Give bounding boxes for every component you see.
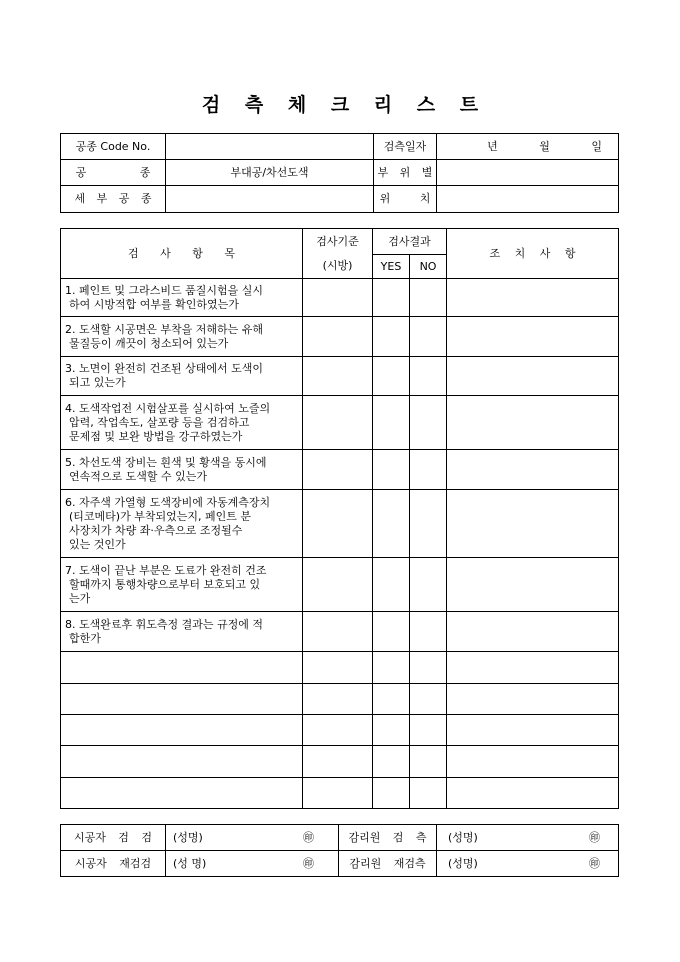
info-table [60,133,619,213]
name-label: (성명) [173,830,203,844]
yes-cell[interactable] [373,490,410,558]
no-cell[interactable] [410,317,447,357]
no-cell[interactable] [410,652,447,684]
header-action [447,229,619,279]
item-line: 7. 도색이 끝난 부분은 도료가 완전히 건조 [65,563,267,577]
supervisor-inspection-label [339,825,437,851]
action-cell[interactable] [447,652,619,684]
item-line: 압력, 작업속도, 살포량 등을 검검하고 [69,415,250,429]
standard-cell[interactable] [303,558,373,612]
supervisor-inspection-signature[interactable] [437,825,619,851]
location-label-text: 위 치 [379,192,431,205]
checklist-row [61,279,619,317]
yes-cell[interactable] [373,684,410,715]
standard-cell[interactable] [303,450,373,490]
header-standard [303,229,373,279]
empty-row [61,778,619,809]
item-cell-empty[interactable] [61,652,303,684]
work-type-value-text: 부대공/차선도색 [230,165,309,179]
empty-row [61,715,619,746]
header-result [373,229,447,255]
checklist-row [61,450,619,490]
standard-cell[interactable] [303,652,373,684]
checklist-item-text [61,558,303,612]
inspection-date-label-text: 검측일자 [383,139,427,153]
item-line: 8. 도색완료후 휘도측정 결과는 규정에 적 [65,617,263,631]
checklist-item-text [61,279,303,317]
no-cell[interactable] [410,684,447,715]
header-action-text: 조 치 사 항 [489,246,576,260]
standard-cell[interactable] [303,612,373,652]
contractor-inspection-signature[interactable] [166,825,339,851]
standard-cell[interactable] [303,396,373,450]
name-label: (성명) [448,856,478,870]
location-value[interactable] [437,186,619,213]
header-yes [373,255,410,279]
yes-cell[interactable] [373,450,410,490]
seal-mark: ㊞ [303,856,314,870]
name-label: (성 명) [173,856,207,870]
contractor-inspection-label-text: 시공자 검 검 [73,830,153,844]
standard-cell[interactable] [303,279,373,317]
section-value[interactable] [437,160,619,186]
work-code-value[interactable] [166,134,374,160]
location-label [374,186,437,213]
item-line: 6. 자주색 가열형 도색장비에 자동계측장치 [65,495,271,509]
header-item-text: 검 사 항 목 [128,246,235,260]
seal-mark: ㊞ [589,856,600,870]
checklist-item-text [61,612,303,652]
standard-cell[interactable] [303,684,373,715]
action-cell[interactable] [447,612,619,652]
yes-cell[interactable] [373,317,410,357]
action-cell[interactable] [447,558,619,612]
no-cell[interactable] [410,778,447,809]
no-cell[interactable] [410,450,447,490]
no-cell[interactable] [410,490,447,558]
checklist-item-text [61,317,303,357]
header-result-text: 검사결과 [388,234,431,248]
work-type-label-text: 공 종 [75,165,151,179]
item-line: 1. 페인트 및 그라스비드 품질시험을 실시 [65,283,263,297]
checklist-row [61,317,619,357]
info-row [61,186,619,213]
action-cell[interactable] [447,684,619,715]
checklist-row [61,490,619,558]
action-cell[interactable] [447,396,619,450]
work-code-label-text: 공종 Code No. [75,139,151,153]
item-line: 할때까지 통행차량으로부터 보호되고 있 [69,577,261,591]
action-cell[interactable] [447,317,619,357]
signature-row [61,851,619,877]
name-label: (성명) [448,830,478,844]
checklist-row [61,612,619,652]
action-cell[interactable] [447,279,619,317]
inspection-date-field[interactable] [437,134,619,160]
item-cell-empty[interactable] [61,684,303,715]
item-line: (티코메타)가 부착되었는지, 페인트 분 [69,509,251,523]
item-line: 3. 노면이 완전히 건조된 상태에서 도색이 [65,362,263,375]
checklist-table [60,228,619,809]
action-cell[interactable] [447,357,619,396]
empty-row [61,746,619,778]
signature-table [60,824,619,877]
action-cell[interactable] [447,746,619,778]
checklist-header-row [61,229,619,255]
checklist-item-text [61,357,303,396]
action-cell[interactable] [447,715,619,746]
item-cell-empty[interactable] [61,746,303,778]
standard-cell[interactable] [303,715,373,746]
no-cell[interactable] [410,612,447,652]
header-standard-sub-text: (시방) [322,258,353,272]
action-cell[interactable] [447,450,619,490]
work-type-label [61,160,166,186]
yes-cell[interactable] [373,612,410,652]
sub-work-value[interactable] [166,186,374,213]
empty-row [61,652,619,684]
item-cell-empty[interactable] [61,778,303,809]
info-row [61,134,619,160]
contractor-reinspection-label-text: 시공자 재검검 [74,856,152,870]
info-row [61,160,619,186]
item-line: 있는 것인가 [69,537,126,551]
item-line: 5. 차선도색 장비는 흰색 및 황색을 동시에 [65,455,267,469]
item-line: 하여 시방적합 여부를 확인하였는가 [69,297,239,311]
seal-mark: ㊞ [589,830,600,844]
header-no [410,255,447,279]
supervisor-reinspection-signature[interactable] [437,851,619,877]
checklist-item-text [61,396,303,450]
contractor-inspection-label [61,825,166,851]
item-line: 는가 [69,591,91,605]
yes-cell[interactable] [373,715,410,746]
yes-cell[interactable] [373,279,410,317]
standard-cell[interactable] [303,490,373,558]
standard-cell[interactable] [303,746,373,778]
no-cell[interactable] [410,357,447,396]
no-cell[interactable] [410,396,447,450]
item-line: 되고 있는가 [69,376,126,389]
checklist-row [61,396,619,450]
sub-work-label-text: 세 부 공 종 [74,192,152,205]
item-line: 4. 도색작업전 시험살포를 실시하여 노즐의 [65,401,271,415]
checklist-item-text [61,490,303,558]
standard-cell[interactable] [303,317,373,357]
yes-cell[interactable] [373,652,410,684]
yes-cell[interactable] [373,357,410,396]
section-label-text: 부 위 별 [377,165,433,179]
supervisor-reinspection-label [339,851,437,877]
action-cell[interactable] [447,778,619,809]
inspection-date-label [374,134,437,160]
yes-cell[interactable] [373,746,410,778]
checklist-row [61,357,619,396]
item-line: 문제점 및 보완 방법을 강구하였는가 [69,429,243,443]
standard-cell[interactable] [303,357,373,396]
work-code-label [61,134,166,160]
no-cell[interactable] [410,558,447,612]
item-line: 2. 도색할 시공면은 부착을 저해하는 유해 [65,322,263,336]
header-no-text: NO [419,259,437,273]
signature-row [61,825,619,851]
item-line: 물질등이 깨끗이 청소되어 있는가 [69,336,229,350]
supervisor-reinspection-label-text: 감리원 재검측 [349,856,426,870]
work-type-value[interactable] [166,160,374,186]
item-cell-empty[interactable] [61,715,303,746]
supervisor-inspection-label-text: 감리원 검 측 [348,830,427,844]
item-line: 연속적으로 도색할 수 있는가 [69,469,208,483]
header-yes-text: YES [380,259,402,273]
header-item [61,229,303,279]
no-cell[interactable] [410,279,447,317]
yes-cell[interactable] [373,558,410,612]
sub-work-label [61,186,166,213]
checklist-row [61,558,619,612]
checklist-item-text [61,450,303,490]
section-label [374,160,437,186]
header-standard-text: 검사기준 [316,234,359,248]
no-cell[interactable] [410,746,447,778]
action-cell[interactable] [447,490,619,558]
contractor-reinspection-label [61,851,166,877]
contractor-reinspection-signature[interactable] [166,851,339,877]
seal-mark: ㊞ [303,830,314,844]
standard-cell[interactable] [303,778,373,809]
page-title: 검 측 체 크 리 스 트 [201,94,479,116]
no-cell[interactable] [410,715,447,746]
empty-row [61,684,619,715]
yes-cell[interactable] [373,396,410,450]
item-line: 합한가 [69,631,101,645]
inspection-date-units: 년 월 일 [487,139,602,153]
yes-cell[interactable] [373,778,410,809]
item-line: 사장치가 차량 좌·우측으로 조정될수 [69,523,243,537]
